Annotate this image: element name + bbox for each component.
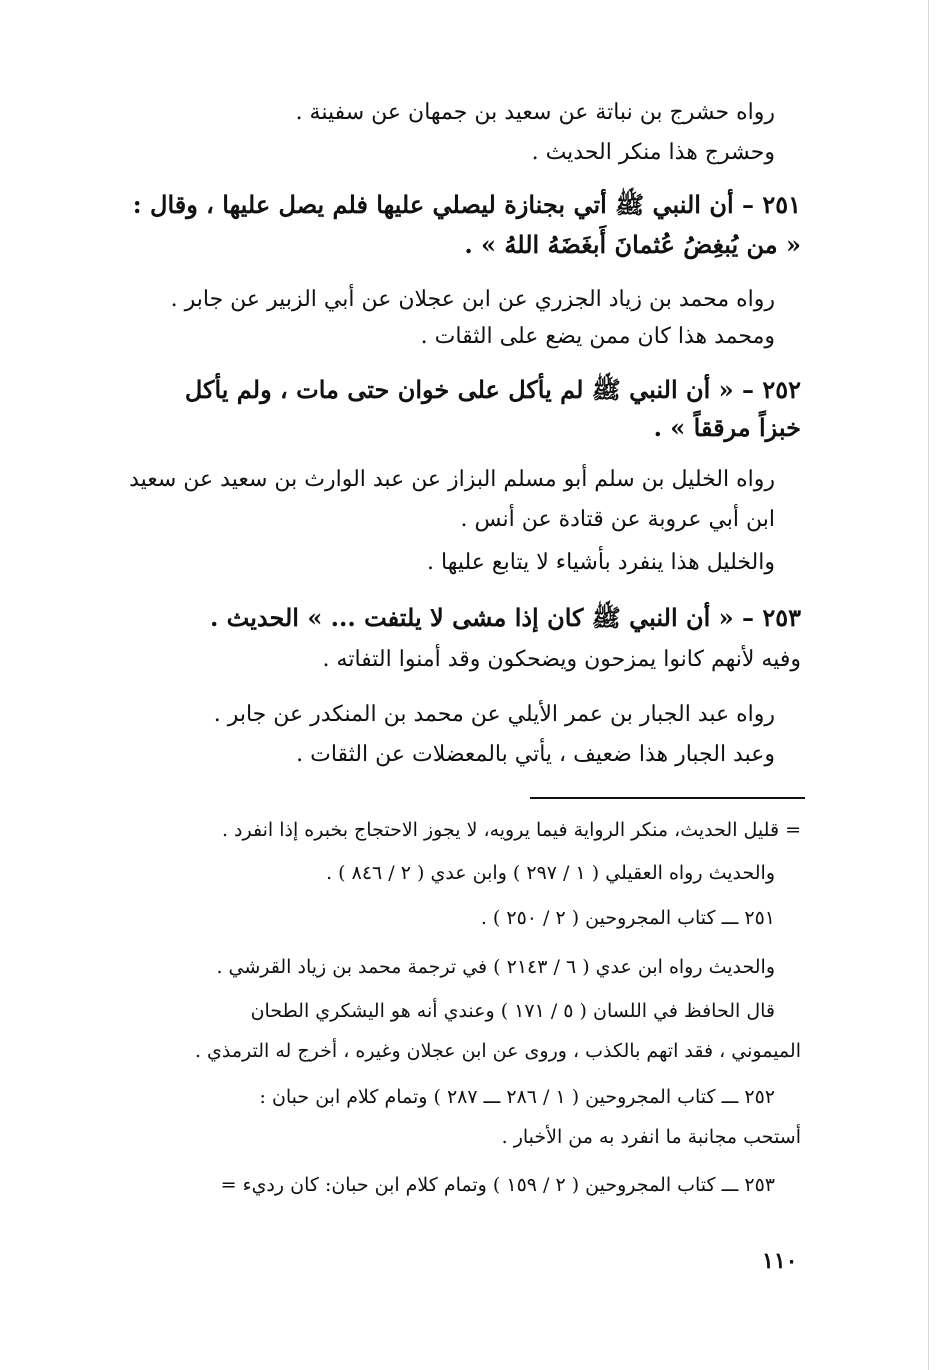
body-line-2: وحشرج هذا منكر الحديث . (531, 140, 775, 165)
footnote-252: ٢٥٢ ـــ كتاب المجروحين ( ١ / ٢٨٦ ـــ ٢٨٧ ) وتمام كلام ابن حبان : (259, 1086, 775, 1108)
hadith-251-heading: ٢٥١ – أن النبي ﷺ أتي بجنازة ليصلي عليها فلم يصل عليها ، وقال : (132, 190, 801, 219)
page-number: ١١٠ (762, 1248, 798, 1274)
hadith-252-heading: ٢٥٢ – « أن النبي ﷺ لم يأكل على خوان حتى مات ، ولم يأكل (184, 375, 801, 404)
footnote-line-2: والحديث رواه العقيلي ( ١ / ٢٩٧ ) وابن عدي ( ٢ / ٨٤٦ ) . (326, 862, 775, 884)
body-line-9: رواه الخليل بن سلم أبو مسلم البزاز عن عبد الوارث بن سعيد عن سعيد (129, 467, 775, 492)
page-edge-line (928, 0, 929, 1370)
body-line-14: رواه عبد الجبار بن عمر الأيلي عن محمد بن المنكدر عن جابر . (213, 702, 775, 727)
body-line-10: ابن أبي عروبة عن قتادة عن أنس . (460, 507, 775, 532)
footnote-line-4: والحديث رواه ابن عدي ( ٦ / ٢١٤٣ ) في ترجمة محمد بن زياد القرشي . (216, 956, 775, 978)
footnote-line-1: = قليل الحديث، منكر الرواية فيما يرويه، لا يجوز الاحتجاج بخبره إذا انفرد . (221, 819, 801, 841)
footnote-line-6: الميموني ، فقد اتهم بالكذب ، وروى عن ابن عجلان وغيره ، أخرج له الترمذي . (194, 1040, 801, 1062)
body-line-5: رواه محمد بن زياد الجزري عن ابن عجلان عن أبي الزبير عن جابر . (170, 287, 775, 312)
body-line-6: ومحمد هذا كان ممن يضع على الثقات . (420, 324, 775, 349)
footnote-253: ٢٥٣ ـــ كتاب المجروحين ( ٢ / ١٥٩ ) وتمام كلام ابن حبان: كان رديء = (220, 1174, 775, 1196)
hadith-253-heading: ٢٥٣ – « أن النبي ﷺ كان إذا مشى لا يلتفت ... » الحديث . (209, 603, 801, 632)
body-line-15: وعبد الجبار هذا ضعيف ، يأتي بالمعضلات عن الثقات . (296, 742, 775, 767)
footnote-251: ٢٥١ ـــ كتاب المجروحين ( ٢ / ٢٥٠ ) . (480, 907, 775, 929)
body-line-13: وفيه لأنهم كانوا يمزحون ويضحكون وقد أمنوا التفاته . (322, 647, 801, 672)
body-line-11: والخليل هذا ينفرد بأشياء لا يتابع عليها . (427, 550, 775, 575)
hadith-251-text: « من يُبغِضُ عُثمانَ أَبغَضَهُ اللهُ » . (464, 230, 801, 259)
footnote-line-5: قال الحافظ في اللسان ( ٥ / ١٧١ ) وعندي أنه هو اليشكري الطحان (250, 1000, 775, 1022)
body-line-1: رواه حشرج بن نباتة عن سعيد بن جمهان عن سفينة . (295, 100, 775, 125)
footnote-line-8: أستحب مجانبة ما انفرد به من الأخبار . (501, 1126, 801, 1148)
hadith-252-text: خبزاً مرققاً » . (653, 413, 801, 442)
footnote-separator (530, 797, 805, 799)
